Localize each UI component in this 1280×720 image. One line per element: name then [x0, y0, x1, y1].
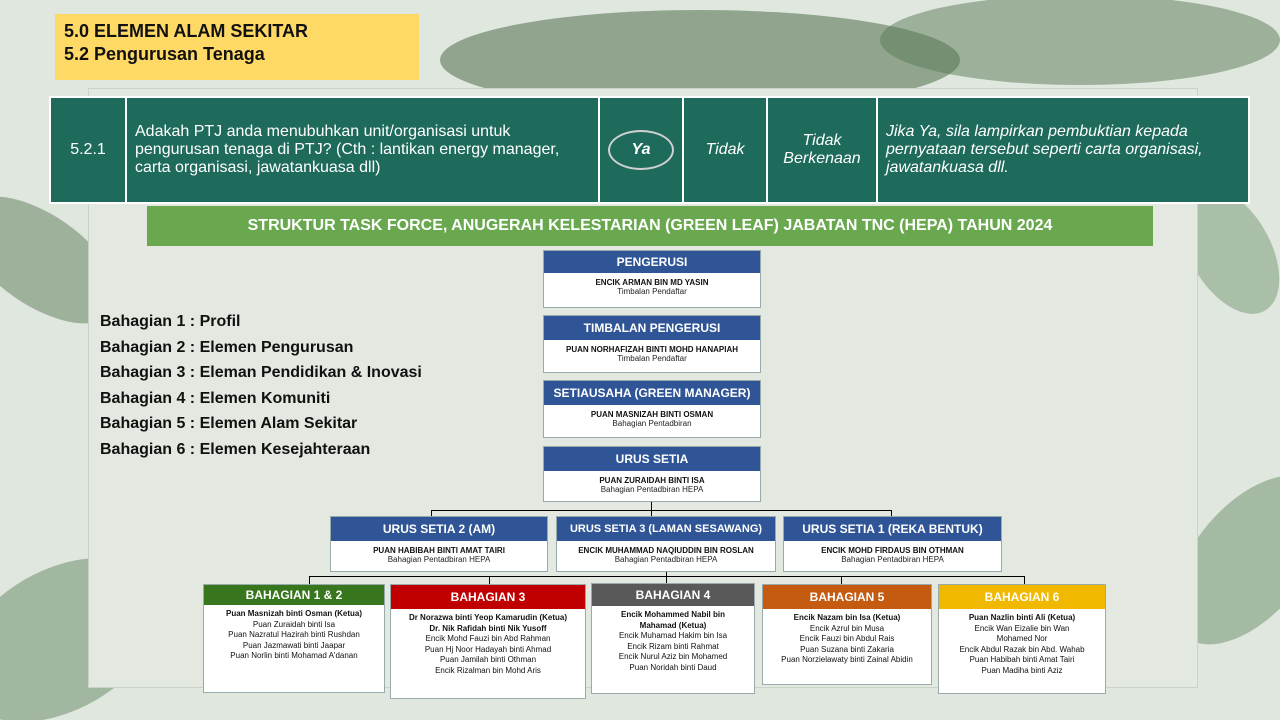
- title-line-1: 5.0 ELEMEN ALAM SEKITAR: [64, 21, 309, 41]
- question-number: 5.2.1: [50, 97, 126, 203]
- group-header: BAHAGIAN 1 & 2: [204, 585, 384, 605]
- connector-line: [309, 576, 310, 584]
- timbalan-name: PUAN NORHAFIZAH BINTI MOHD HANAPIAH: [566, 345, 738, 354]
- sections-list: [100, 309, 422, 463]
- group-member: Puan Jazmawati binti Jaapar: [242, 640, 346, 650]
- group-member: Encik Mohd Fauzi bin Abd Rahman: [425, 634, 551, 643]
- urus-setia-header: URUS SETIA: [544, 447, 760, 471]
- group-header: BAHAGIAN 5: [763, 585, 931, 609]
- setiausaha-role: Bahagian Pentadbiran: [612, 419, 692, 428]
- section-item: Bahagian 2 : Elemen Pengurusan: [100, 338, 354, 356]
- connector-line: [841, 576, 842, 584]
- answer-ya-cell[interactable]: [599, 97, 683, 203]
- group-member: Puan Suzana binti Zakaria: [800, 644, 894, 654]
- group-lead: Dr. Nik Rafidah binti Nik Yusoff: [429, 623, 547, 633]
- group-lead: Mahamad (Ketua): [639, 620, 707, 630]
- answer-ya-selected[interactable]: Ya: [608, 130, 674, 170]
- pengerusi-box: [543, 250, 761, 308]
- urus-setia-2-name: PUAN HABIBAH BINTI AMAT TAIRI: [373, 546, 505, 555]
- pengerusi-header: PENGERUSI: [544, 251, 760, 273]
- group-member: Encik Rizam binti Rahmat: [627, 641, 719, 651]
- group-member: Mohamed Nor: [996, 634, 1048, 643]
- group-member: Puan Nazratul Hazirah binti Rushdan: [228, 630, 360, 639]
- group-lead: Puan Masnizah binti Osman (Ketua): [225, 609, 362, 618]
- urus-setia-2-header: URUS SETIA 2 (AM): [331, 517, 547, 541]
- group-member: Encik Wan Eizalie bin Wan: [974, 623, 1070, 633]
- urus-setia-1-header: URUS SETIA 1 (REKA BENTUK): [784, 517, 1001, 541]
- urus-setia-3-box: [556, 516, 776, 572]
- group-lead: Puan Nazlin binti Ali (Ketua): [968, 613, 1076, 622]
- group-header: BAHAGIAN 3: [391, 585, 585, 609]
- section-item: Bahagian 1 : Profil: [100, 313, 241, 330]
- group-member: Puan Norlin binti Mohamad A'danan: [230, 651, 358, 660]
- group-lead: Encik Nazam bin Isa (Ketua): [793, 613, 901, 622]
- section-item: Bahagian 5 : Elemen Alam Sekitar: [100, 415, 358, 433]
- group-member: Puan Hj Noor Hadayah binti Ahmad: [424, 644, 552, 654]
- group-member: Encik Abdul Razak bin Abd. Wahab: [959, 644, 1085, 654]
- title-box: [55, 14, 419, 80]
- pengerusi-role: Timbalan Pendaftar: [617, 287, 687, 296]
- urus-setia-2-role: Bahagian Pentadbiran HEPA: [387, 555, 491, 564]
- answer-tidak-berkenaan[interactable]: Tidak Berkenaan: [767, 97, 877, 203]
- section-item: Bahagian 4 : Elemen Komuniti: [100, 389, 331, 407]
- group-member: Puan Madiha binti Aziz: [981, 665, 1063, 675]
- timbalan-header: TIMBALAN PENGERUSI: [544, 316, 760, 340]
- timbalan-role: Timbalan Pendaftar: [617, 354, 687, 363]
- group-header: BAHAGIAN 4: [592, 584, 754, 606]
- urus-setia-name: PUAN ZURAIDAH BINTI ISA: [599, 476, 705, 485]
- urus-setia-3-header: URUS SETIA 3 (LAMAN SESAWANG): [557, 517, 775, 541]
- urus-setia-1-role: Bahagian Pentadbiran HEPA: [841, 555, 944, 564]
- group-member: Encik Fauzi bin Abdul Rais: [799, 634, 895, 643]
- connector-line: [1024, 576, 1025, 584]
- connector-line: [666, 570, 667, 584]
- question-text: Adakah PTJ anda menubuhkan unit/organisasi untuk pengurusan tenaga di PTJ? (Cth : lantikan energy manager, carta organisasi, jawatankuasa dll): [126, 97, 599, 203]
- group-box-bahagian-1-2: [203, 584, 385, 693]
- group-member: Puan Habibah binti Amat Tairi: [969, 655, 1075, 664]
- section-item: Bahagian 3 : Eleman Pendidikan & Inovasi: [100, 364, 422, 382]
- timbalan-pengerusi-box: [543, 315, 761, 373]
- connector-line: [431, 510, 891, 511]
- group-member: Puan Norzielawaty binti Zainal Abidin: [781, 655, 913, 664]
- group-box-bahagian-4: [591, 583, 755, 694]
- urus-setia-role: Bahagian Pentadbiran HEPA: [600, 485, 704, 494]
- urus-setia-box: [543, 446, 761, 502]
- urus-setia-1-name: ENCIK MOHD FIRDAUS BIN OTHMAN: [821, 546, 964, 555]
- urus-setia-2-box: [330, 516, 548, 572]
- setiausaha-name: PUAN MASNIZAH BINTI OSMAN: [590, 410, 714, 419]
- group-lead: Dr Norazwa binti Yeop Kamarudin (Ketua): [408, 613, 568, 622]
- group-header: BAHAGIAN 6: [939, 585, 1105, 609]
- answer-tidak[interactable]: Tidak: [683, 97, 767, 203]
- group-member: Puan Zuraidah binti Isa: [252, 619, 336, 629]
- group-box-bahagian-6: [938, 584, 1106, 694]
- setiausaha-header: SETIAUSAHA (GREEN MANAGER): [544, 381, 760, 405]
- connector-line: [309, 576, 1025, 577]
- group-lead: Encik Mohammed Nabil bin: [620, 610, 725, 619]
- urus-setia-3-role: Bahagian Pentadbiran HEPA: [614, 555, 718, 564]
- connector-line: [651, 502, 652, 516]
- group-member: Encik Muhamad Hakim bin Isa: [618, 631, 728, 640]
- setiausaha-box: [543, 380, 761, 438]
- urus-setia-3-name: ENCIK MUHAMMAD NAQIUDDIN BIN ROSLAN: [578, 546, 754, 555]
- group-member: Encik Nurul Aziz bin Mohamed: [618, 652, 728, 661]
- group-member: Encik Rizalman bin Mohd Aris: [435, 665, 541, 675]
- urus-setia-1-box: [783, 516, 1002, 572]
- question-table: [49, 96, 1250, 204]
- question-note: Jika Ya, sila lampirkan pembuktian kepada pernyataan tersebut seperti carta organisasi, jawatankuasa dll.: [877, 97, 1249, 203]
- connector-line: [489, 576, 490, 584]
- group-box-bahagian-3: [390, 584, 586, 699]
- group-member: Encik Azrul bin Musa: [809, 623, 885, 633]
- group-member: Puan Noridah binti Daud: [629, 662, 717, 672]
- group-member: Puan Jamilah binti Othman: [439, 655, 537, 664]
- chart-banner: STRUKTUR TASK FORCE, ANUGERAH KELESTARIAN (GREEN LEAF) JABATAN TNC (HEPA) TAHUN 2024: [147, 206, 1153, 246]
- title-line-2: 5.2 Pengurusan Tenaga: [64, 44, 265, 64]
- section-item: Bahagian 6 : Elemen Kesejahteraan: [100, 440, 371, 458]
- group-box-bahagian-5: [762, 584, 932, 685]
- pengerusi-name: ENCIK ARMAN BIN MD YASIN: [595, 278, 709, 287]
